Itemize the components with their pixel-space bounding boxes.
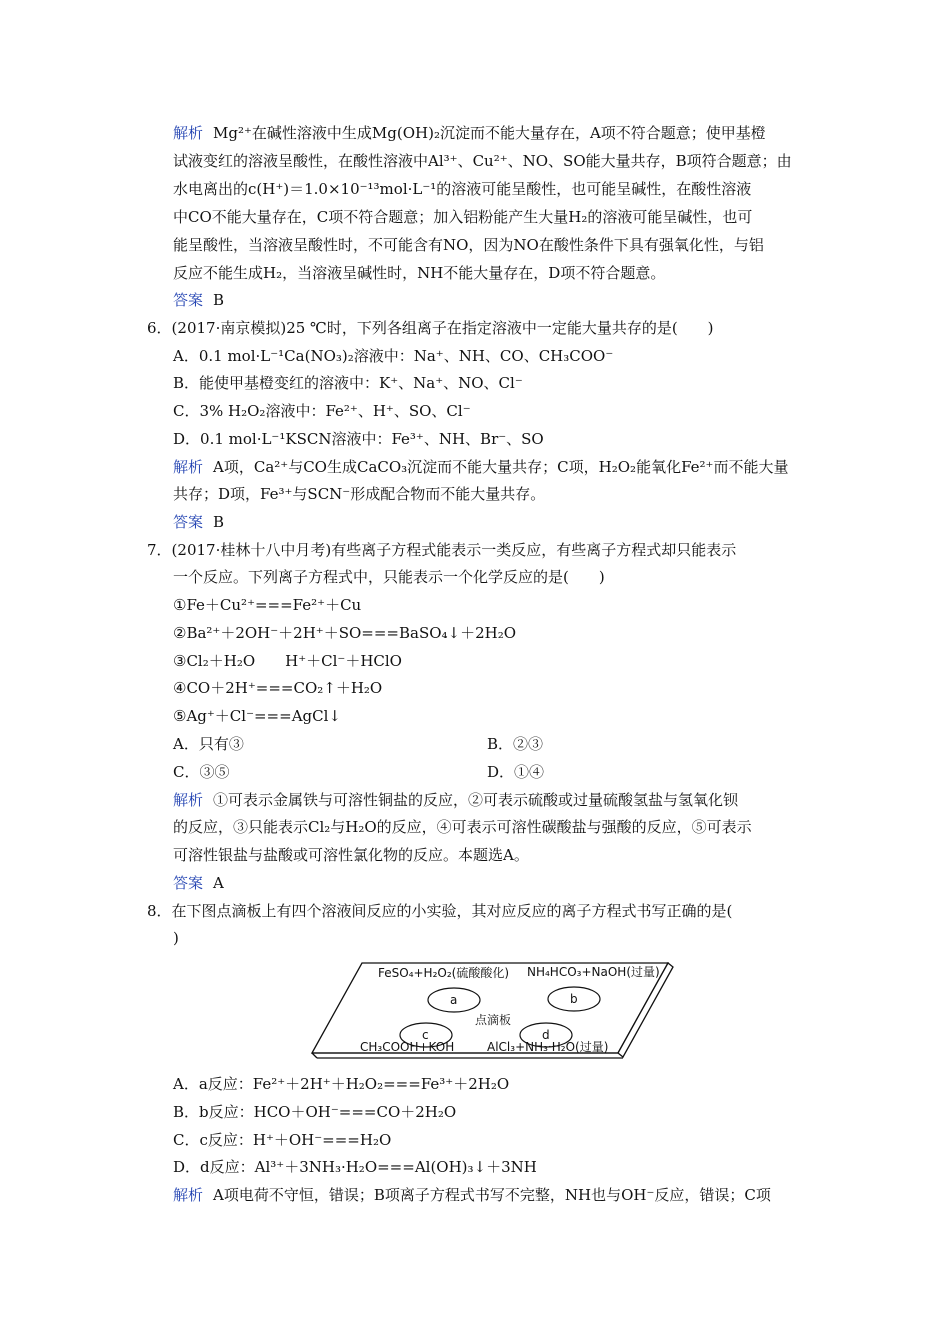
- answer-label: 答案: [173, 513, 204, 531]
- label-center: 点滴板: [475, 1013, 512, 1027]
- explanation-line: 水电离出的c(H⁺)＝1.0×10⁻¹³mol·L⁻¹的溶液可能呈酸性，也可能呈碱性，在酸性溶液: [173, 180, 752, 198]
- explanation-line: 中CO不能大量存在，C项不符合题意；加入铝粉能产生大量H₂的溶液可能呈碱性，也可: [173, 208, 753, 226]
- option: C．③⑤: [173, 763, 230, 781]
- option: D．d反应：Al³⁺＋3NH₃·H₂O===Al(OH)₃↓＋3NH: [173, 1158, 537, 1176]
- well-c-label: c: [422, 1028, 429, 1042]
- question-6-stem: 6．(2017·南京模拟)25 ℃时，下列各组离子在指定溶液中一定能大量共存的是( ): [147, 319, 714, 337]
- label-bottom-left: CH₃COOH+KOH: [360, 1040, 455, 1054]
- equation-item: ③Cl₂＋H₂O H⁺＋Cl⁻＋HClO: [173, 652, 402, 670]
- option: B．②③: [487, 735, 544, 753]
- explanation-line: 共存；D项，Fe³⁺与SCN⁻形成配合物而不能大量共存。: [173, 485, 546, 503]
- label-top-left: FeSO₄+H₂O₂(硫酸酸化): [378, 966, 510, 980]
- equation-item: ①Fe＋Cu²⁺===Fe²⁺＋Cu: [173, 596, 362, 614]
- explanation-line: 解析 ①可表示金属铁与可溶性铜盐的反应，②可表示硫酸或过量硫酸氢盐与氢氧化钡: [173, 791, 739, 809]
- equation-item: ⑤Ag⁺＋Cl⁻===AgCl↓: [173, 707, 341, 725]
- option: B．能使甲基橙变红的溶液中：K⁺、Na⁺、NO、Cl⁻: [173, 374, 523, 392]
- option: A．只有③: [173, 735, 244, 753]
- answer-label: 答案: [173, 291, 204, 309]
- explanation-line: 解析 Mg²⁺在碱性溶液中生成Mg(OH)₂沉淀而不能大量存在，A项不符合题意；使甲基橙: [173, 124, 766, 142]
- question-8-stem: 8．在下图点滴板上有四个溶液间反应的小实验，其对应反应的离子方程式书写正确的是(: [147, 902, 733, 920]
- explanation-line: 解析 A项，Ca²⁺与CO生成CaCO₃沉淀而不能大量共存；C项，H₂O₂能氧化Fe²⁺而不能大量: [173, 458, 789, 476]
- label-bottom-right: AlCl₃+NH₃·H₂O(过量): [487, 1040, 609, 1054]
- explanation-line: 试液变红的溶液呈酸性，在酸性溶液中Al³⁺、Cu²⁺、NO、SO能大量共存，B项符合题意；由: [173, 152, 792, 170]
- explanation-line: 能呈酸性，当溶液呈酸性时，不可能含有NO，因为NO在酸性条件下具有强氧化性，与铝: [173, 236, 764, 254]
- explanation-label: 解析: [173, 458, 204, 476]
- well-d-label: d: [542, 1028, 550, 1042]
- explanation-label: 解析: [173, 124, 204, 142]
- answer-line: 答案 B: [173, 291, 225, 309]
- well-a-label: a: [450, 993, 458, 1007]
- option: C．3% H₂O₂溶液中：Fe²⁺、H⁺、SO、Cl⁻: [173, 402, 471, 420]
- explanation-label: 解析: [173, 1186, 204, 1204]
- option: C．c反应：H⁺＋OH⁻===H₂O: [173, 1131, 392, 1149]
- option: B．b反应：HCO＋OH⁻===CO＋2H₂O: [173, 1103, 457, 1121]
- well-b-label: b: [570, 992, 578, 1006]
- explanation-line: 的反应，③只能表示Cl₂与H₂O的反应，④可表示可溶性碳酸盐与强酸的反应，⑤可表示: [173, 818, 752, 836]
- question-8-stem: ): [173, 929, 179, 947]
- question-7-stem: 一个反应。下列离子方程式中，只能表示一个化学反应的是( ): [173, 568, 605, 586]
- option: A．0.1 mol·L⁻¹Ca(NO₃)₂溶液中：Na⁺、NH、CO、CH₃COO⁻: [173, 347, 614, 365]
- explanation-line: 反应不能生成H₂，当溶液呈碱性时，NH不能大量存在，D项不符合题意。: [173, 264, 666, 282]
- label-top-right: NH₄HCO₃+NaOH(过量): [527, 965, 660, 979]
- equation-item: ②Ba²⁺＋2OH⁻＋2H⁺＋SO===BaSO₄↓＋2H₂O: [173, 624, 517, 642]
- equation-item: ④CO＋2H⁺===CO₂↑＋H₂O: [173, 679, 383, 697]
- option: A．a反应：Fe²⁺＋2H⁺＋H₂O₂===Fe³⁺＋2H₂O: [173, 1075, 510, 1093]
- answer-label: 答案: [173, 874, 204, 892]
- option: D．①④: [487, 763, 545, 781]
- option: D．0.1 mol·L⁻¹KSCN溶液中：Fe³⁺、NH、Br⁻、SO: [173, 430, 544, 448]
- question-7-stem: 7．(2017·桂林十八中月考)有些离子方程式能表示一类反应，有些离子方程式却只能表示: [147, 541, 737, 559]
- spot-plate-figure: [310, 958, 680, 1062]
- explanation-line: 解析 A项电荷不守恒，错误；B项离子方程式书写不完整，NH也与OH⁻反应，错误；C项: [173, 1186, 771, 1204]
- answer-line: 答案 B: [173, 513, 225, 531]
- answer-line: 答案 A: [173, 874, 224, 892]
- explanation-label: 解析: [173, 791, 204, 809]
- explanation-line: 可溶性银盐与盐酸或可溶性氯化物的反应。本题选A。: [173, 846, 529, 864]
